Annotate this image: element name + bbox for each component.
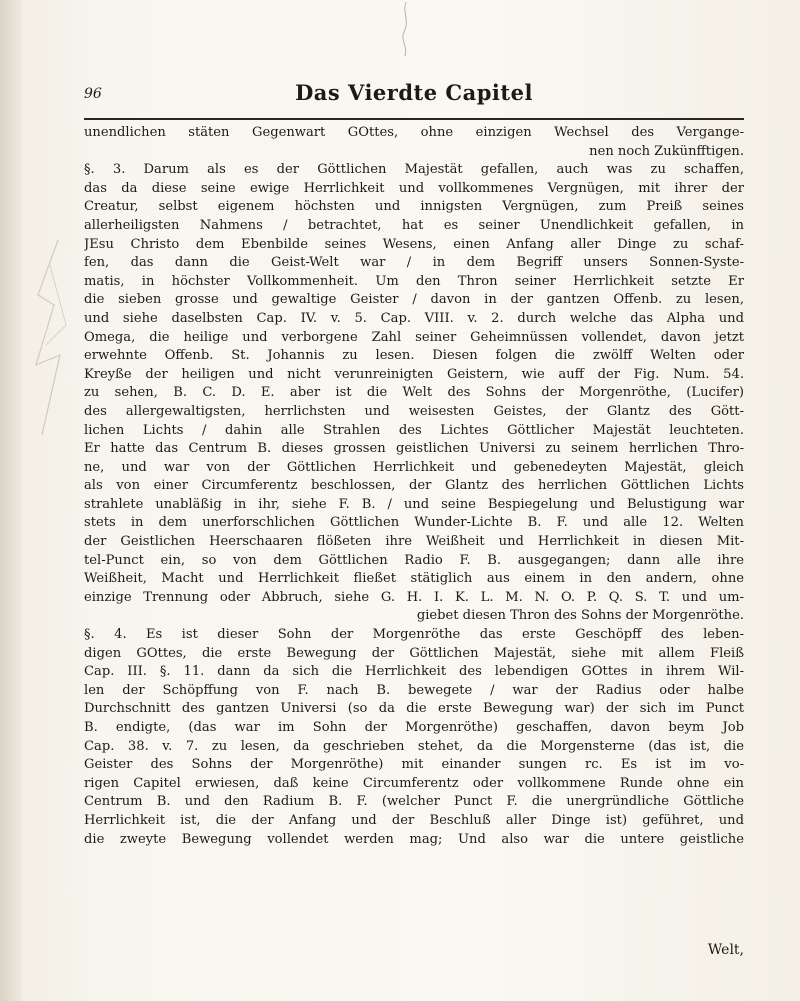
page-header [84, 80, 744, 118]
text-line: matis, in höchster Vollkommenheit. Um den Thron seiner Herrlichkeit setzte Er [84, 273, 744, 289]
text-line: Cap. 38. v. 7. zu lesen, da geschrieben stehet, da die Morgensterne (das ist, die [84, 738, 744, 754]
text-line: Herrlichkeit ist, die der Anfang und der Beschluß aller Dinge ist) geführet, und [84, 812, 744, 828]
scan-pencil-mark [392, 0, 422, 60]
text-line: len der Schöpffung von F. nach B. bewegete / war der Radius oder halbe [84, 682, 744, 698]
text-line: die zweyte Bewegung vollendet werden mag; Und also war die untere geistliche [84, 831, 744, 847]
text-line: fen, das dann die Geist-Welt war / in dem Begriff unsers Sonnen-Syste- [84, 255, 744, 271]
text-line: erwehnte Offenb. St. Johannis zu lesen. Diesen folgen die zwölff Welten oder [84, 348, 744, 364]
page-binding-edge [0, 0, 22, 1001]
text-line: Er hatte das Centrum B. dieses grossen geistlichen Universi zu seinem herrlichen Thro- [84, 441, 744, 457]
text-line: Centrum B. und den Radium B. F. (welcher Punct F. die unergründliche Göttliche [84, 794, 744, 810]
text-line: §. 3. Darum als es der Göttlichen Majestät gefallen, auch was zu schaffen, [84, 162, 744, 178]
text-line: einzige Trennung oder Abbruch, siehe G. H. I. K. L. M. N. O. P. Q. S. T. und um- [84, 589, 744, 605]
text-line: digen GOttes, die erste Bewegung der Göttlichen Majestät, siehe mit allem Fleiß [84, 645, 744, 661]
text-line: strahlete unabläßig in ihr, siehe F. B. / und seine Bespiegelung und Belustigung war [84, 496, 744, 512]
text-line: tel-Punct ein, so von dem Göttlichen Radio F. B. ausgegangen; dann alle ihre [84, 552, 744, 568]
text-line: rigen Capitel erwiesen, daß keine Circumferentz oder vollkommene Runde ohne ein [84, 775, 744, 791]
text-line: und siehe daselbsten Cap. IV. v. 5. Cap. VIII. v. 2. durch welche das Alpha und [84, 310, 744, 326]
text-line: ne, und war von der Göttlichen Herrlichkeit und gebenedeyten Majestät, gleich [84, 459, 744, 475]
page-number: 96 [84, 86, 102, 102]
text-line: unendlichen stäten Gegenwart GOttes, ohne einzigen Wechsel des Vergange- [84, 125, 744, 140]
text-line: Durchschnitt des gantzen Universi (so da die erste Bewegung war) der sich im Punct [84, 701, 744, 717]
text-line: des allergewaltigsten, herrlichsten und weisesten Geistes, der Glantz des Gött- [84, 403, 744, 419]
text-line: allerheiligsten Nahmens / betrachtet, hat es seiner Unendlichkeit gefallen, in [84, 217, 744, 233]
text-line: Creatur, selbst eigenem höchsten und innigsten Vergnügen, zum Preiß seines [84, 199, 744, 215]
text-line: als von einer Circumferentz beschlossen, der Glantz des herrlichen Göttlichen Lichts [84, 478, 744, 494]
text-line: das da diese seine ewige Herrlichkeit und vollkommenes Vergnügen, mit ihrer der [84, 180, 744, 196]
text-line: die sieben grosse und gewaltige Geister / davon in der gantzen Offenb. zu lesen, [84, 292, 744, 308]
text-line: JEsu Christo dem Ebenbilde seines Wesens, einen Anfang aller Dinge zu schaf- [84, 236, 744, 252]
text-line: stets in dem unerforschlichen Göttlichen Wunder-Lichte B. F. und alle 12. Welten [84, 515, 744, 531]
text-line: B. endigte, (das war im Sohn der Morgenröthe) geschaffen, davon beym Job [84, 720, 744, 735]
body-text [84, 124, 744, 849]
text-line: giebet diesen Thron des Sohns der Morgenröthe. [416, 608, 744, 624]
text-line: Omega, die heilige und verborgene Zahl seiner Geheimnüssen vollendet, davon jetzt [84, 329, 744, 345]
catchword: Welt, [707, 942, 744, 958]
text-line: Weißheit, Macht und Herrlichkeit fließet stätiglich aus einem in den andern, ohne [84, 571, 744, 587]
text-line: nen noch Zukünfftigen. [589, 143, 744, 159]
text-line: zu sehen, B. C. D. E. aber ist die Welt des Sohns der Morgenröthe, (Lucifer) [84, 385, 744, 401]
text-line: der Geistlichen Heerschaaren flößeten ihre Weißheit und Herrlichkeit in diesen Mit- [84, 534, 744, 550]
header-rule [84, 118, 744, 120]
text-line: lichen Lichts / dahin alle Strahlen des Lichtes Göttlicher Majestät leuchteten. [84, 422, 744, 438]
text-line: Cap. III. §. 11. dann da sich die Herrlichkeit des lebendigen GOttes in ihrem Wil- [84, 664, 744, 680]
text-line: §. 4. Es ist dieser Sohn der Morgenröthe das erste Geschöpff des leben- [84, 627, 744, 643]
text-line: Kreyße der heiligen und nicht verunreinigten Geistern, wie auff der Fig. Num. 54. [84, 366, 744, 382]
ink-bleed-through-mark [30, 235, 70, 445]
text-line: Geister des Sohns der Morgenröthe) mit einander sungen rc. Es ist im vo- [84, 757, 744, 773]
running-head: Das Vierdte Capitel [295, 80, 533, 105]
